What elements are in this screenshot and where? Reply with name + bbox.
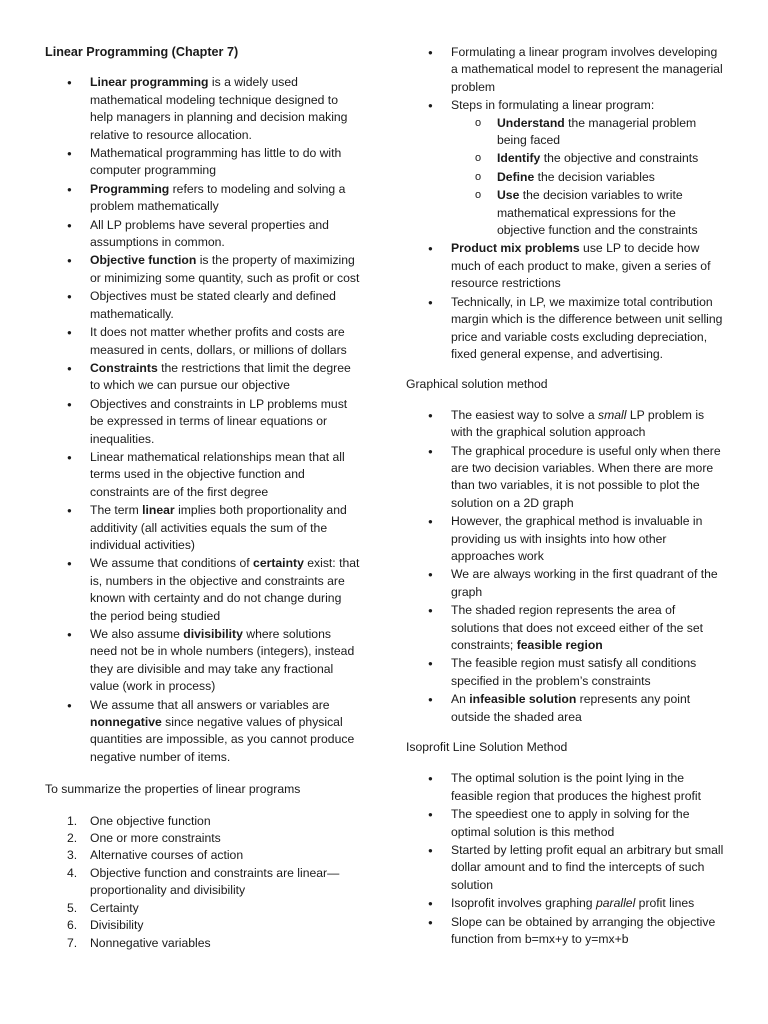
list-item: ● The graphical procedure is useful only when there are two decision variables. When there are more than two variables, it is not possible to plot the solution on a 2D graph <box>406 443 724 513</box>
graphical-heading: Graphical solution method <box>406 377 548 392</box>
list-item: ● Isoprofit involves graphing parallel profit lines <box>406 895 724 912</box>
list-item: ● Programming refers to modeling and solving a problem mathematically <box>45 181 361 216</box>
steps-sub-list <box>451 115 724 240</box>
list-item: o Define the decision variables <box>451 169 724 186</box>
list-item: 6. Divisibility <box>67 918 144 933</box>
list-item: ● Technically, in LP, we maximize total contribution margin which is the difference between unit selling price and variable costs excluding depreciation, fixed general expense, and advertising. <box>406 294 724 364</box>
list-item: o Use the decision variables to write mathematical expressions for the objective function and the constraints <box>451 187 724 239</box>
page-title: Linear Programming (Chapter 7) <box>45 45 239 59</box>
list-item: ● The shaded region represents the area of solutions that does not exceed either of the set constraints; feasible region <box>406 602 724 654</box>
list-item: ● However, the graphical method is invaluable in providing us with insights into how other approaches work <box>406 513 724 565</box>
list-item: ● The term linear implies both proportionality and additivity (all activities equals the sum of the individual activities) <box>45 502 361 554</box>
list-item: ● The easiest way to solve a small LP problem is with the graphical solution approach <box>406 407 724 442</box>
list-item: ● Mathematical programming has little to do with computer programming <box>45 145 361 180</box>
list-item: ● Constraints the restrictions that limit the degree to which we can pursue our objective <box>45 360 361 395</box>
isoprofit-bullet-list <box>406 770 724 948</box>
list-item: ● Linear mathematical relationships mean that all terms used in the objective function and constraints are of the first degree <box>45 449 361 501</box>
list-item: ● All LP problems have several properties and assumptions in common. <box>45 217 361 252</box>
list-item: ● Slope can be obtained by arranging the objective function from b=mx+y to y=mx+b <box>406 914 724 949</box>
list-item: ● Product mix problems use LP to decide how much of each product to make, given a series of resource restrictions <box>406 240 724 292</box>
summary-heading: To summarize the properties of linear programs <box>45 782 301 797</box>
list-item: ● Linear programming is a widely used mathematical modeling technique designed to help managers in planning and decision making relative to resource allocation. <box>45 74 361 144</box>
list-item: ● We also assume divisibility where solutions need not be in whole numbers (integers), instead they are divisible and may take any fractional value (work in process) <box>45 626 361 696</box>
list-item: ● Objectives and constraints in LP problems must be expressed in terms of linear equations or inequalities. <box>45 396 361 448</box>
list-item: 7. Nonnegative variables <box>67 935 211 950</box>
list-item: ● Objectives must be stated clearly and defined mathematically. <box>45 288 361 323</box>
list-item: 2. One or more constraints <box>67 831 221 846</box>
list-item: 4. Objective function and constraints are linear—proportionality and divisibility <box>67 865 340 898</box>
list-item: 3. Alternative courses of action <box>67 848 244 863</box>
isoprofit-heading: Isoprofit Line Solution Method <box>406 740 568 755</box>
list-item: ● Objective function is the property of maximizing or minimizing some quantity, such as profit or cost <box>45 252 361 287</box>
list-item: ● An infeasible solution represents any point outside the shaded area <box>406 691 724 726</box>
list-item: ● We assume that all answers or variables are nonnegative since negative values of physical quantities are impossible, as you cannot produce negative number of items. <box>45 697 361 767</box>
list-item: ● Formulating a linear program involves developing a mathematical model to represent the managerial problem <box>406 44 724 96</box>
list-item: 1. One objective function <box>67 813 211 828</box>
list-item: ● Started by letting profit equal an arbitrary but small dollar amount and to find the intercepts of such solution <box>406 842 724 894</box>
list-item: ● It does not matter whether profits and costs are measured in cents, dollars, or millions of dollars <box>45 324 361 359</box>
summary-numbered-list <box>45 813 361 952</box>
left-column <box>45 44 361 952</box>
intro-bullet-list <box>45 74 361 766</box>
right-column <box>406 44 724 950</box>
list-item: ● Steps in formulating a linear program: o Understand the managerial problem being faced o Identify the objective and constraints o Define the decision variables o Use the decision variables to write mathematical expressions for the objective function and the constraints <box>406 97 724 239</box>
list-item: 5. Certainty <box>67 900 139 915</box>
list-item: o Understand the managerial problem being faced <box>451 115 724 150</box>
list-item: ● We assume that conditions of certainty exist: that is, numbers in the objective and constraints are known with certainty and do not change during the period being studied <box>45 555 361 625</box>
list-item: ● The optimal solution is the point lying in the feasible region that produces the highest profit <box>406 770 724 805</box>
graphical-bullet-list <box>406 407 724 726</box>
list-item: o Identify the objective and constraints <box>451 150 724 167</box>
formulation-bullet-list <box>406 44 724 363</box>
list-item: ● The feasible region must satisfy all conditions specified in the problem’s constraints <box>406 655 724 690</box>
list-item: ● The speediest one to apply in solving for the optimal solution is this method <box>406 806 724 841</box>
list-item: ● We are always working in the first quadrant of the graph <box>406 566 724 601</box>
